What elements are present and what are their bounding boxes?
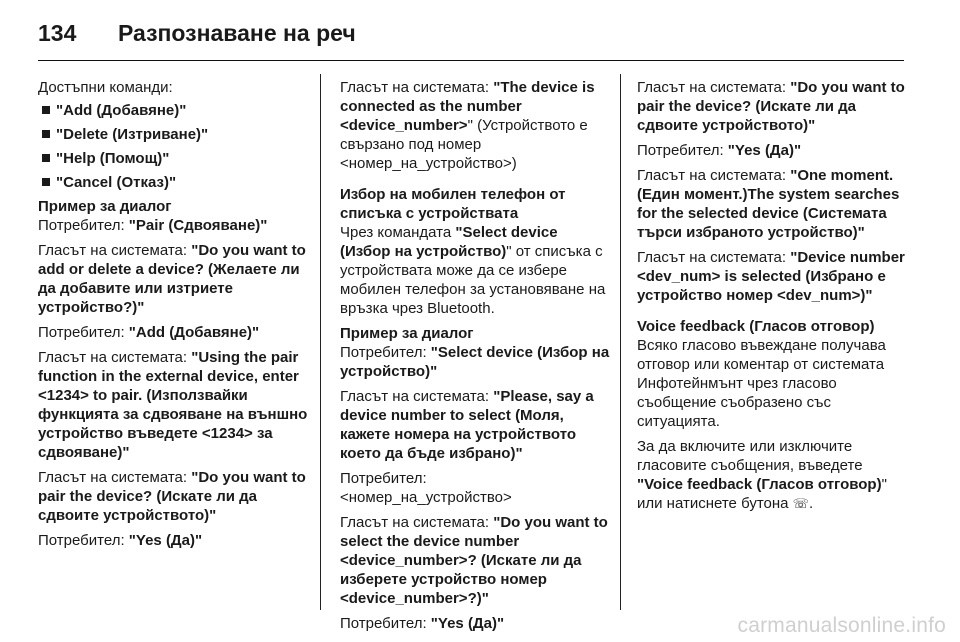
example-heading: Пример за диалог <box>340 325 474 342</box>
page-header <box>38 20 356 52</box>
dialog-line: Гласът на системата: "The device is connected as the number <device_number>" (Устройството е свързано под номер <номер_на_устройство>) <box>340 79 595 172</box>
dialog-line: Гласът на системата: "Do you want to add or delete a device? (Желаете ли да добавите или изтриете устройство?)" <box>38 242 306 316</box>
dialog-line: Потребител: "Yes (Да)" <box>340 615 505 632</box>
square-bullet-icon <box>42 178 50 186</box>
dialog-line: Гласът на системата: "Do you want to pair the device? (Искате ли да сдвоите устройството)" <box>637 79 905 134</box>
dialog-line: Гласът на системата: "Please, say a device number to select (Моля, кажете номера на устройството което да бъде избрано)" <box>340 388 594 462</box>
page-title: Разпознаване на реч <box>118 20 356 46</box>
paragraph: Всяко гласово въвеждане получава отговор или коментар от системата Инфотейнмънт чрез гласово съобщение съобразено със ситуацията. <box>637 337 886 430</box>
dialog-line: Потребител: "Yes (Да)" <box>38 532 203 549</box>
column-3 <box>637 78 909 519</box>
dialog-line: Гласът на системата: "One moment. (Един момент.)The system searches for the selected device (Системата търси избраното устройство)" <box>637 167 900 241</box>
square-bullet-icon <box>42 106 50 114</box>
phone-voice-icon: ☏ <box>792 496 809 511</box>
dialog-line: Гласът на системата: "Using the pair function in the external device, enter <1234> to pair. (Използвайки функцията за сдвояване на външно устройство въведете <1234> за сдвояване)" <box>38 349 308 461</box>
column-1 <box>38 78 310 556</box>
dialog-line: Потребител: "Add (Добавяне)" <box>38 324 260 341</box>
page-number: 134 <box>38 20 77 46</box>
watermark: carmanualsonline.info <box>737 614 946 637</box>
dialog-line: Потребител: "Pair (Сдвояване)" <box>38 217 268 234</box>
list-item: "Help (Помощ)" <box>38 149 310 168</box>
dialog-line: Гласът на системата: "Device number <dev_num> is selected (Избрано е устройство номер <dev_num>)" <box>637 249 905 304</box>
example-heading: Пример за диалог <box>38 198 172 215</box>
dialog-line: Потребител: <номер_на_устройство> <box>340 470 512 506</box>
list-item: "Cancel (Отказ)" <box>38 173 310 192</box>
square-bullet-icon <box>42 154 50 162</box>
commands-label: Достъпни команди: <box>38 79 173 96</box>
column-divider <box>320 74 321 610</box>
header-rule <box>38 60 904 61</box>
list-item: "Add (Добавяне)" <box>38 101 310 120</box>
column-2 <box>340 78 612 639</box>
column-divider <box>620 74 621 610</box>
dialog-line: Потребител: "Select device (Избор на устройство)" <box>340 344 610 380</box>
paragraph: За да включите или изключите гласовите съобщения, въведете "Voice feedback (Гласов отговор)" или натиснете бутона ☏. <box>637 438 887 512</box>
section-heading: Voice feedback (Гласов отговор) <box>637 318 875 335</box>
dialog-line: Гласът на системата: "Do you want to select the device number <device_number>? (Искате ли да изберете устройство номер <device_number>?)" <box>340 514 608 607</box>
commands-list <box>38 101 310 192</box>
dialog-line: Гласът на системата: "Do you want to pair the device? (Искате ли да сдвоите устройството)" <box>38 469 306 524</box>
paragraph: Чрез командата "Select device (Избор на устройство)" от списъка с устройствата може да се избере мобилен телефон за установяване на връзка чрез Bluetooth. <box>340 224 606 317</box>
dialog-line: Потребител: "Yes (Да)" <box>637 142 802 159</box>
section-heading: Избор на мобилен телефон от списъка с устройствата <box>340 186 566 222</box>
list-item: "Delete (Изтриване)" <box>38 125 310 144</box>
square-bullet-icon <box>42 130 50 138</box>
